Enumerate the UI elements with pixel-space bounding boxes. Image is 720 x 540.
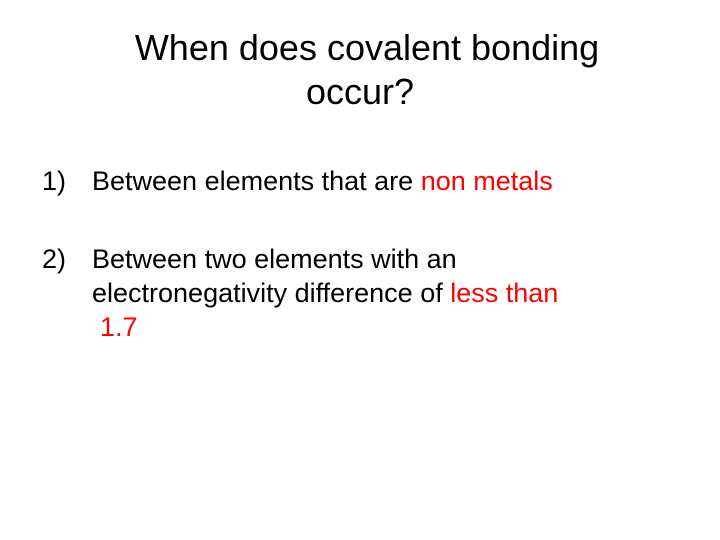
list-text [92,242,702,344]
slide-title [0,26,720,114]
slide-content [42,164,702,344]
title-line-1: When does covalent bonding [134,27,600,68]
title-line-2: occur? [305,71,415,112]
list-number: 2) [42,244,67,274]
highlight-text: less than [450,278,559,308]
highlight-text: non metals [420,166,553,196]
highlight-value: 1.7 [100,312,138,342]
list-text-part: Between elements that are [92,166,421,196]
list-text [92,164,702,198]
list-item [42,242,702,344]
list-text-line-2: electronegativity difference of [92,278,451,308]
list-text-line-1: Between two elements with an [92,244,457,274]
list-number: 1) [42,166,67,196]
list-item [42,164,702,198]
